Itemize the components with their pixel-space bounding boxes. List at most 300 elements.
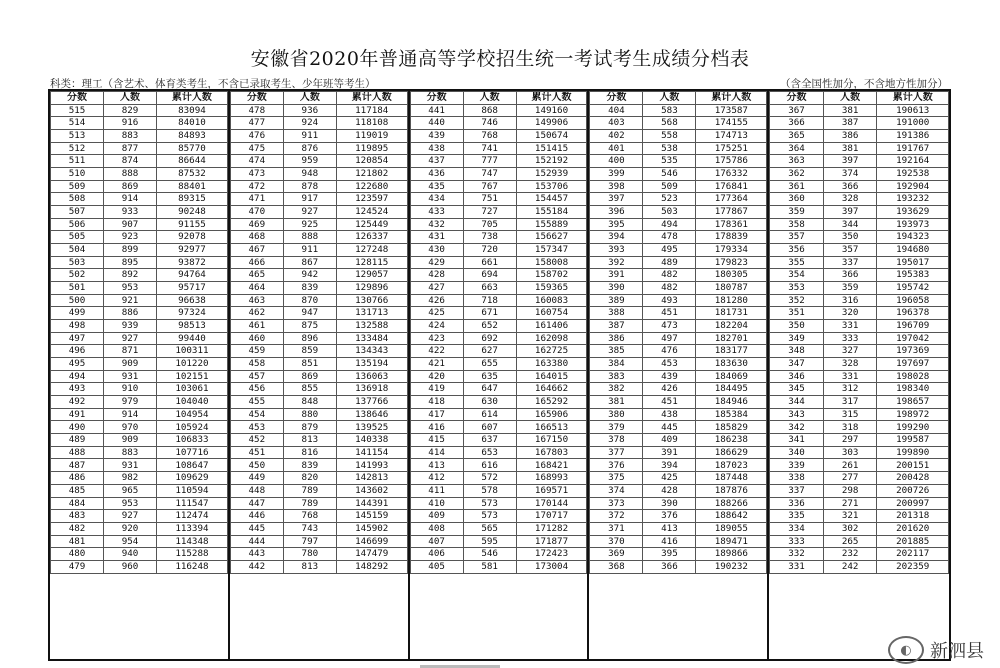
cumulative-cell: 93872	[157, 256, 228, 269]
table-row	[590, 434, 767, 447]
cumulative-cell: 133484	[336, 332, 407, 345]
table-row	[770, 218, 949, 231]
count-cell: 921	[104, 294, 157, 307]
count-cell: 931	[104, 370, 157, 383]
cumulative-cell: 170144	[516, 497, 587, 510]
subject-note: 科类：理工（含艺术、体育类考生，不含已录取考生、少年班等考生）	[50, 78, 376, 90]
cumulative-cell: 163380	[516, 358, 587, 371]
column-header: 累计人数	[336, 92, 407, 105]
cumulative-cell: 198028	[877, 370, 949, 383]
cumulative-cell: 158008	[516, 256, 587, 269]
count-cell: 303	[823, 446, 877, 459]
score-cell: 375	[590, 472, 643, 485]
count-cell: 883	[104, 446, 157, 459]
cumulative-cell: 197369	[877, 345, 949, 358]
table-row	[51, 497, 228, 510]
count-cell: 473	[643, 320, 696, 333]
score-cell: 514	[51, 117, 104, 130]
cumulative-cell: 195017	[877, 256, 949, 269]
table-row	[230, 332, 407, 345]
table-row	[410, 244, 587, 257]
cumulative-cell: 91155	[157, 218, 228, 231]
score-cell: 490	[51, 421, 104, 434]
table-row	[590, 408, 767, 421]
table-row	[230, 269, 407, 282]
count-cell: 397	[823, 206, 877, 219]
column-header: 分数	[230, 92, 283, 105]
score-cell: 498	[51, 320, 104, 333]
score-cell: 361	[770, 180, 824, 193]
count-cell: 738	[463, 231, 516, 244]
count-cell: 888	[104, 168, 157, 181]
table-row	[590, 446, 767, 459]
score-cell: 423	[410, 332, 463, 345]
cumulative-cell: 168993	[516, 472, 587, 485]
cumulative-cell: 166513	[516, 421, 587, 434]
cumulative-cell: 177364	[696, 193, 767, 206]
cumulative-cell: 190232	[696, 560, 767, 573]
score-cell: 357	[770, 231, 824, 244]
table-row	[590, 142, 767, 155]
cumulative-cell: 181731	[696, 307, 767, 320]
table-row	[51, 307, 228, 320]
table-row	[51, 459, 228, 472]
score-cell: 424	[410, 320, 463, 333]
score-cell: 453	[230, 421, 283, 434]
table-row	[230, 459, 407, 472]
count-cell: 494	[643, 218, 696, 231]
table-row	[770, 421, 949, 434]
count-cell: 895	[104, 256, 157, 269]
cumulative-cell: 168421	[516, 459, 587, 472]
score-cell: 515	[51, 104, 104, 117]
cumulative-cell: 124524	[336, 206, 407, 219]
score-cell: 416	[410, 421, 463, 434]
score-cell: 463	[230, 294, 283, 307]
table-row	[410, 104, 587, 117]
cumulative-cell: 199587	[877, 434, 949, 447]
wechat-icon: ◐	[888, 636, 924, 664]
count-cell: 331	[823, 370, 877, 383]
score-cell: 331	[770, 560, 824, 573]
table-row	[410, 522, 587, 535]
cumulative-cell: 127248	[336, 244, 407, 257]
count-cell: 366	[643, 560, 696, 573]
table-row	[51, 282, 228, 295]
table-row	[230, 282, 407, 295]
table-row	[410, 510, 587, 523]
score-cell: 483	[51, 510, 104, 523]
count-cell: 741	[463, 142, 516, 155]
count-cell: 565	[463, 522, 516, 535]
table-block	[50, 91, 230, 659]
cumulative-cell: 174713	[696, 130, 767, 143]
count-cell: 451	[643, 307, 696, 320]
table-row	[230, 104, 407, 117]
score-cell: 428	[410, 269, 463, 282]
count-cell: 979	[104, 396, 157, 409]
count-cell: 927	[104, 332, 157, 345]
score-cell: 450	[230, 459, 283, 472]
table-row	[590, 332, 767, 345]
cumulative-cell: 112474	[157, 510, 228, 523]
score-cell: 413	[410, 459, 463, 472]
count-cell: 333	[823, 332, 877, 345]
table-row	[230, 510, 407, 523]
table-row	[51, 396, 228, 409]
cumulative-cell: 145159	[336, 510, 407, 523]
table-row	[410, 231, 587, 244]
cumulative-cell: 137766	[336, 396, 407, 409]
cumulative-cell: 201620	[877, 522, 949, 535]
count-cell: 692	[463, 332, 516, 345]
score-cell: 363	[770, 155, 824, 168]
count-cell: 768	[463, 130, 516, 143]
score-cell: 508	[51, 193, 104, 206]
table-row	[230, 294, 407, 307]
table-row	[770, 130, 949, 143]
score-cell: 382	[590, 383, 643, 396]
cumulative-cell: 90248	[157, 206, 228, 219]
table-row	[410, 383, 587, 396]
column-header: 人数	[104, 92, 157, 105]
count-cell: 637	[463, 434, 516, 447]
table-row	[51, 256, 228, 269]
count-cell: 933	[104, 206, 157, 219]
score-cell: 336	[770, 497, 824, 510]
count-cell: 635	[463, 370, 516, 383]
cumulative-cell: 187023	[696, 459, 767, 472]
count-cell: 868	[463, 104, 516, 117]
cumulative-cell: 98513	[157, 320, 228, 333]
table-row	[590, 117, 767, 130]
score-cell: 365	[770, 130, 824, 143]
cumulative-cell: 144391	[336, 497, 407, 510]
count-cell: 607	[463, 421, 516, 434]
table-header-row	[770, 92, 949, 105]
table-row	[230, 218, 407, 231]
score-cell: 352	[770, 294, 824, 307]
count-cell: 482	[643, 282, 696, 295]
score-cell: 489	[51, 434, 104, 447]
score-cell: 487	[51, 459, 104, 472]
count-cell: 409	[643, 434, 696, 447]
table-row	[770, 358, 949, 371]
table-row	[230, 307, 407, 320]
count-cell: 671	[463, 307, 516, 320]
count-cell: 867	[283, 256, 336, 269]
table-row	[770, 408, 949, 421]
score-cell: 404	[590, 104, 643, 117]
table-row	[410, 332, 587, 345]
table-row	[51, 206, 228, 219]
score-cell: 337	[770, 484, 824, 497]
table-row	[770, 320, 949, 333]
cumulative-cell: 171282	[516, 522, 587, 535]
score-cell: 486	[51, 472, 104, 485]
table-row	[51, 345, 228, 358]
score-cell: 348	[770, 345, 824, 358]
score-cell: 402	[590, 130, 643, 143]
cumulative-cell: 108647	[157, 459, 228, 472]
cumulative-cell: 113394	[157, 522, 228, 535]
cumulative-cell: 89315	[157, 193, 228, 206]
count-cell: 855	[283, 383, 336, 396]
score-cell: 499	[51, 307, 104, 320]
table-row	[230, 408, 407, 421]
score-cell: 397	[590, 193, 643, 206]
cumulative-cell: 123597	[336, 193, 407, 206]
count-cell: 271	[823, 497, 877, 510]
score-cell: 414	[410, 446, 463, 459]
column-header: 累计人数	[516, 92, 587, 105]
score-cell: 431	[410, 231, 463, 244]
table-row	[230, 484, 407, 497]
table-row	[230, 560, 407, 573]
score-cell: 501	[51, 282, 104, 295]
count-cell: 647	[463, 383, 516, 396]
count-cell: 425	[643, 472, 696, 485]
cumulative-cell: 167803	[516, 446, 587, 459]
table-row	[770, 117, 949, 130]
score-cell: 400	[590, 155, 643, 168]
count-cell: 453	[643, 358, 696, 371]
score-cell: 436	[410, 168, 463, 181]
cumulative-cell: 164662	[516, 383, 587, 396]
count-cell: 381	[823, 142, 877, 155]
score-cell: 372	[590, 510, 643, 523]
count-cell: 743	[283, 522, 336, 535]
count-cell: 538	[643, 142, 696, 155]
cumulative-cell: 114348	[157, 535, 228, 548]
score-cell: 334	[770, 522, 824, 535]
cumulative-cell: 200428	[877, 472, 949, 485]
table-row	[51, 218, 228, 231]
score-cell: 390	[590, 282, 643, 295]
count-cell: 451	[643, 396, 696, 409]
cumulative-cell: 83094	[157, 104, 228, 117]
score-cell: 341	[770, 434, 824, 447]
score-cell: 351	[770, 307, 824, 320]
count-cell: 315	[823, 408, 877, 421]
cumulative-cell: 177867	[696, 206, 767, 219]
cumulative-cell: 115288	[157, 548, 228, 561]
cumulative-cell: 167150	[516, 434, 587, 447]
score-cell: 465	[230, 269, 283, 282]
count-cell: 880	[283, 408, 336, 421]
cumulative-cell: 122680	[336, 180, 407, 193]
score-cell: 460	[230, 332, 283, 345]
cumulative-cell: 184946	[696, 396, 767, 409]
table-row	[770, 510, 949, 523]
count-cell: 877	[104, 142, 157, 155]
cumulative-cell: 136063	[336, 370, 407, 383]
cumulative-cell: 184495	[696, 383, 767, 396]
score-cell: 474	[230, 155, 283, 168]
count-cell: 789	[283, 497, 336, 510]
count-cell: 914	[104, 408, 157, 421]
bonus-note: （含全国性加分，不含地方性加分）	[780, 78, 948, 90]
count-cell: 445	[643, 421, 696, 434]
score-cell: 415	[410, 434, 463, 447]
score-cell: 477	[230, 117, 283, 130]
table-row	[590, 484, 767, 497]
cumulative-cell: 142813	[336, 472, 407, 485]
cumulative-cell: 129057	[336, 269, 407, 282]
score-cell: 335	[770, 510, 824, 523]
cumulative-cell: 147479	[336, 548, 407, 561]
cumulative-cell: 141993	[336, 459, 407, 472]
count-cell: 344	[823, 218, 877, 231]
cumulative-cell: 199890	[877, 446, 949, 459]
table-row	[590, 193, 767, 206]
count-cell: 327	[823, 345, 877, 358]
cumulative-cell: 165906	[516, 408, 587, 421]
count-cell: 663	[463, 282, 516, 295]
score-cell: 399	[590, 168, 643, 181]
count-cell: 394	[643, 459, 696, 472]
table-row	[410, 218, 587, 231]
table-header-row	[590, 92, 767, 105]
cumulative-cell: 105924	[157, 421, 228, 434]
score-cell: 439	[410, 130, 463, 143]
table-row	[770, 282, 949, 295]
count-cell: 573	[463, 510, 516, 523]
count-cell: 616	[463, 459, 516, 472]
count-cell: 768	[283, 510, 336, 523]
score-cell: 420	[410, 370, 463, 383]
cumulative-cell: 106833	[157, 434, 228, 447]
table-row	[770, 560, 949, 573]
score-cell: 437	[410, 155, 463, 168]
count-cell: 829	[104, 104, 157, 117]
score-cell: 462	[230, 307, 283, 320]
table-row	[770, 155, 949, 168]
count-cell: 546	[463, 548, 516, 561]
cumulative-cell: 99440	[157, 332, 228, 345]
table-row	[770, 206, 949, 219]
score-cell: 502	[51, 269, 104, 282]
score-cell: 379	[590, 421, 643, 434]
cumulative-cell: 126337	[336, 231, 407, 244]
cumulative-cell: 153706	[516, 180, 587, 193]
cumulative-cell: 107716	[157, 446, 228, 459]
cumulative-cell: 198657	[877, 396, 949, 409]
count-cell: 653	[463, 446, 516, 459]
table-row	[770, 231, 949, 244]
cumulative-cell: 162098	[516, 332, 587, 345]
cumulative-cell: 195383	[877, 269, 949, 282]
table-row	[51, 117, 228, 130]
table-row	[51, 472, 228, 485]
score-cell: 454	[230, 408, 283, 421]
cumulative-cell: 192164	[877, 155, 949, 168]
score-cell: 345	[770, 383, 824, 396]
count-cell: 694	[463, 269, 516, 282]
score-cell: 506	[51, 218, 104, 231]
cumulative-cell: 185384	[696, 408, 767, 421]
count-cell: 869	[104, 180, 157, 193]
table-row	[230, 535, 407, 548]
table-row	[590, 548, 767, 561]
score-cell: 485	[51, 484, 104, 497]
column-header: 人数	[643, 92, 696, 105]
count-cell: 357	[823, 244, 877, 257]
count-cell: 337	[823, 256, 877, 269]
score-cell: 391	[590, 269, 643, 282]
count-cell: 302	[823, 522, 877, 535]
cumulative-cell: 138646	[336, 408, 407, 421]
table-row	[51, 383, 228, 396]
cumulative-cell: 158702	[516, 269, 587, 282]
count-cell: 942	[283, 269, 336, 282]
cumulative-cell: 86644	[157, 155, 228, 168]
count-cell: 839	[283, 459, 336, 472]
table-row	[590, 104, 767, 117]
table-row	[770, 370, 949, 383]
column-header: 分数	[590, 92, 643, 105]
cumulative-cell: 132588	[336, 320, 407, 333]
table-row	[410, 168, 587, 181]
document-title: 安徽省2020年普通高等学校招生统一考试考生成绩分档表	[250, 48, 750, 70]
cumulative-cell: 165292	[516, 396, 587, 409]
cumulative-cell: 191767	[877, 142, 949, 155]
table-row	[410, 307, 587, 320]
count-cell: 359	[823, 282, 877, 295]
cumulative-cell: 185829	[696, 421, 767, 434]
cumulative-cell: 164015	[516, 370, 587, 383]
score-cell: 338	[770, 472, 824, 485]
cumulative-cell: 117184	[336, 104, 407, 117]
score-cell: 495	[51, 358, 104, 371]
cumulative-cell: 176841	[696, 180, 767, 193]
cumulative-cell: 162725	[516, 345, 587, 358]
cumulative-cell: 95717	[157, 282, 228, 295]
cumulative-cell: 131713	[336, 307, 407, 320]
table-row	[230, 472, 407, 485]
score-cell: 473	[230, 168, 283, 181]
table-row	[410, 434, 587, 447]
table-row	[51, 548, 228, 561]
column-header: 分数	[770, 92, 824, 105]
cumulative-cell: 182701	[696, 332, 767, 345]
cumulative-cell: 118108	[336, 117, 407, 130]
score-cell: 478	[230, 104, 283, 117]
cumulative-cell: 193973	[877, 218, 949, 231]
cumulative-cell: 146699	[336, 535, 407, 548]
cumulative-cell: 180787	[696, 282, 767, 295]
count-cell: 875	[283, 320, 336, 333]
score-cell: 513	[51, 130, 104, 143]
table-row	[410, 193, 587, 206]
table-row	[770, 459, 949, 472]
cumulative-cell: 183630	[696, 358, 767, 371]
table-row	[590, 522, 767, 535]
cumulative-cell: 191000	[877, 117, 949, 130]
count-cell: 386	[823, 130, 877, 143]
count-cell: 320	[823, 307, 877, 320]
score-cell: 339	[770, 459, 824, 472]
count-cell: 497	[643, 332, 696, 345]
score-cell: 394	[590, 231, 643, 244]
count-cell: 439	[643, 370, 696, 383]
table-row	[51, 142, 228, 155]
cumulative-cell: 119895	[336, 142, 407, 155]
cumulative-cell: 150674	[516, 130, 587, 143]
table-row	[770, 104, 949, 117]
cumulative-cell: 154457	[516, 193, 587, 206]
cumulative-cell: 197697	[877, 358, 949, 371]
